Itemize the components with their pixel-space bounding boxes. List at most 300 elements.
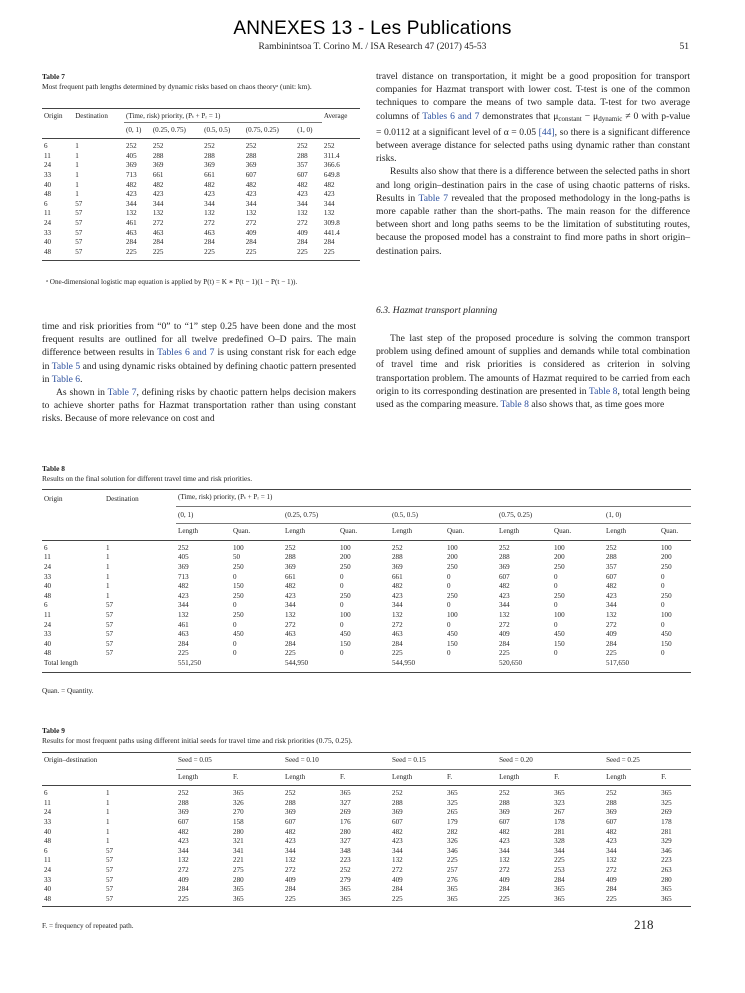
t9-seed-header: Seed = 0.15 <box>390 753 497 770</box>
table-cell: 250 <box>554 562 565 571</box>
table-cell: 346 <box>447 846 458 855</box>
table8-description: Results on the final solution for different travel time and risk priorities. <box>42 474 253 483</box>
table-cell: 288 <box>297 151 308 160</box>
table-cell: 366.6 <box>323 161 340 170</box>
annex-title: ANNEXES 13 - Les Publications <box>233 18 512 39</box>
table-cell: 48 <box>44 190 52 199</box>
t9-seed-header: Seed = 0.05 <box>176 753 283 770</box>
ref-table-7[interactable]: Table 7 <box>107 387 137 399</box>
table-cell: 323 <box>554 798 565 807</box>
t8-total-value: 517,650 <box>606 658 630 667</box>
table-row <box>42 248 360 261</box>
table-cell: 225 <box>178 649 189 658</box>
table-cell: 482 <box>297 180 308 189</box>
table-cell: 409 <box>245 228 257 237</box>
table-cell: 450 <box>554 630 565 639</box>
table-cell: 40 <box>44 827 52 836</box>
table-cell: 48 <box>44 837 52 846</box>
table-cell: 269 <box>340 808 351 817</box>
table-cell: 57 <box>106 875 114 884</box>
table-cell: 463 <box>178 630 189 639</box>
table-cell: 132 <box>606 610 617 619</box>
table-row <box>42 828 691 838</box>
table-cell: 6 <box>44 199 48 208</box>
journal-citation: Rambinintsoa T. Corino M. / ISA Research 47 (2017) 45-53 <box>258 42 487 52</box>
table-cell: 369 <box>204 161 215 170</box>
table-cell: 252 <box>499 789 510 798</box>
table8-title: Table 8 <box>42 464 65 473</box>
table-row <box>42 592 691 602</box>
table-cell: 100 <box>661 610 672 619</box>
t9-f-header: F. <box>661 772 667 781</box>
t8-total-value: 520,650 <box>499 658 523 667</box>
table-cell: 225 <box>297 247 308 256</box>
table-row <box>42 885 691 895</box>
table-cell: 6 <box>44 846 48 855</box>
table9-title: Table 9 <box>42 726 65 735</box>
table-cell: 280 <box>340 827 351 836</box>
table-cell: 482 <box>606 582 617 591</box>
table-cell: 100 <box>661 543 672 552</box>
ref-table-8[interactable]: Table 8 <box>500 399 529 411</box>
table-cell: 423 <box>392 591 403 600</box>
table-cell: 6 <box>44 142 48 151</box>
table-cell: 661 <box>204 170 215 179</box>
table-cell: 48 <box>44 649 52 658</box>
table-cell: 482 <box>178 582 189 591</box>
table-cell: 24 <box>44 161 52 170</box>
table-cell: 607 <box>499 572 510 581</box>
table-cell: 221 <box>233 856 244 865</box>
table-cell: 272 <box>392 865 403 874</box>
table-row <box>42 238 360 248</box>
t7-origin-header: Origin <box>44 112 63 121</box>
table-cell: 0 <box>447 582 451 591</box>
table-cell: 0 <box>554 582 558 591</box>
t7-destination-header: Destination <box>75 112 108 121</box>
t7-subheader: (0.75, 0.25) <box>245 125 279 134</box>
table-cell: 33 <box>44 875 52 884</box>
table-cell: 40 <box>44 180 52 189</box>
table-cell: 284 <box>285 639 296 648</box>
table-row <box>42 139 360 152</box>
table-cell: 463 <box>285 630 296 639</box>
table-cell: 57 <box>106 601 114 610</box>
table-cell: 344 <box>297 199 308 208</box>
table7 <box>42 108 360 261</box>
t7-subheader: (1, 0) <box>297 125 313 134</box>
table-cell: 482 <box>392 827 403 836</box>
table-row <box>42 573 691 583</box>
table-row <box>42 786 691 799</box>
table-cell: 0 <box>340 649 344 658</box>
table-cell: 344 <box>606 846 617 855</box>
table-cell: 272 <box>606 865 617 874</box>
table-cell: 225 <box>606 894 617 903</box>
table-cell: 225 <box>285 894 296 903</box>
t8-subheader: (0, 1) <box>176 506 283 524</box>
t8-length-header: Length <box>606 527 627 536</box>
table-cell: 365 <box>233 894 244 903</box>
table-cell: 482 <box>499 582 510 591</box>
t9-seed-header: Seed = 0.20 <box>497 753 604 770</box>
table-cell: 150 <box>447 639 458 648</box>
table-cell: 132 <box>392 856 403 865</box>
table-cell: 344 <box>285 846 296 855</box>
table-cell: 0 <box>447 649 451 658</box>
table-cell: 132 <box>499 610 510 619</box>
table-cell: 1 <box>106 553 110 562</box>
table-cell: 365 <box>447 885 458 894</box>
table-cell: 24 <box>44 218 52 227</box>
table-cell: 225 <box>392 649 403 658</box>
table-cell: 1 <box>106 572 110 581</box>
table-row <box>42 866 691 876</box>
table-cell: 288 <box>392 553 403 562</box>
table-cell: 0 <box>554 620 558 629</box>
table-cell: 272 <box>204 218 215 227</box>
table-cell: 1 <box>75 142 79 151</box>
table-cell: 282 <box>447 827 458 836</box>
table9-description: Results for most frequent paths using different initial seeds for travel time and risk priorities (0.75, 0.25). <box>42 736 353 745</box>
table-cell: 288 <box>245 151 257 160</box>
t7-subheader: (0, 1) <box>126 125 142 134</box>
ref-table-5[interactable]: Table 5 <box>51 360 81 372</box>
table-cell: 225 <box>447 856 458 865</box>
table-cell: 607 <box>606 572 617 581</box>
t8-priority-header: (Time, risk) priority, (Pₜ + Pᵣ = 1) <box>176 490 691 507</box>
table-cell: 327 <box>340 798 351 807</box>
table-cell: 284 <box>499 885 510 894</box>
table-cell: 150 <box>661 639 672 648</box>
table-cell: 252 <box>152 142 164 151</box>
table-cell: 1 <box>75 161 79 170</box>
table-cell: 365 <box>661 789 672 798</box>
running-header <box>0 42 745 54</box>
table-row <box>42 630 691 640</box>
table-cell: 450 <box>661 630 672 639</box>
table-cell: 346 <box>661 846 672 855</box>
table-cell: 482 <box>285 827 296 836</box>
table-cell: 132 <box>499 856 510 865</box>
table-cell: 0 <box>661 572 665 581</box>
table-cell: 607 <box>392 817 403 826</box>
table-cell: 100 <box>447 610 458 619</box>
table-cell: 409 <box>499 630 510 639</box>
table-cell: 225 <box>392 894 403 903</box>
table-cell: 132 <box>204 209 215 218</box>
table-row <box>42 582 691 592</box>
table-cell: 284 <box>392 639 403 648</box>
table-cell: 267 <box>554 808 565 817</box>
table-cell: 0 <box>233 601 237 610</box>
table-cell: 24 <box>44 865 52 874</box>
table-cell: 463 <box>392 630 403 639</box>
t9-length-header: Length <box>285 772 306 781</box>
table-cell: 713 <box>126 170 137 179</box>
table-cell: 365 <box>554 885 565 894</box>
table-row <box>42 540 691 553</box>
table-cell: 132 <box>178 610 189 619</box>
table-cell: 270 <box>233 808 244 817</box>
table-cell: 288 <box>499 798 510 807</box>
table-cell: 132 <box>126 209 137 218</box>
table-cell: 48 <box>44 894 52 903</box>
table-cell: 661 <box>392 572 403 581</box>
table-cell: 252 <box>126 142 137 151</box>
table-cell: 0 <box>340 601 344 610</box>
table-cell: 607 <box>245 170 257 179</box>
table-cell: 252 <box>245 142 257 151</box>
table-row <box>42 640 691 650</box>
table-cell: 150 <box>233 582 244 591</box>
table-cell: 409 <box>499 875 510 884</box>
table-cell: 348 <box>340 846 351 855</box>
table-cell: 250 <box>233 562 244 571</box>
table-cell: 1 <box>106 827 110 836</box>
table-cell: 250 <box>661 591 672 600</box>
table-cell: 252 <box>285 789 296 798</box>
table-cell: 463 <box>204 228 215 237</box>
table-cell: 225 <box>499 894 510 903</box>
table-cell: 1 <box>106 798 110 807</box>
table7-title: Table 7 <box>42 72 65 81</box>
table-cell: 40 <box>44 885 52 894</box>
table-cell: 24 <box>44 808 52 817</box>
t8-length-header: Length <box>499 527 520 536</box>
table-cell: 344 <box>204 199 215 208</box>
table-cell: 57 <box>106 846 114 855</box>
table-cell: 309.8 <box>323 218 340 227</box>
table-cell: 365 <box>233 789 244 798</box>
table-cell: 279 <box>340 875 351 884</box>
t9-f-header: F. <box>233 772 239 781</box>
table-cell: 288 <box>499 553 510 562</box>
table-cell: 482 <box>245 180 257 189</box>
table-cell: 369 <box>152 161 164 170</box>
t9-od-header: Origin–destination <box>44 756 98 765</box>
table-cell: 1 <box>106 543 110 552</box>
table-cell: 11 <box>44 151 51 160</box>
table-cell: 482 <box>204 180 215 189</box>
table-cell: 482 <box>392 582 403 591</box>
table-cell: 369 <box>499 808 510 817</box>
table-cell: 344 <box>499 601 510 610</box>
table-cell: 250 <box>661 562 672 571</box>
table-cell: 423 <box>126 190 137 199</box>
table-cell: 288 <box>285 798 296 807</box>
table-cell: 225 <box>204 247 215 256</box>
table-cell: 11 <box>44 610 51 619</box>
table-cell: 200 <box>447 553 458 562</box>
table-cell: 176 <box>340 817 351 826</box>
ref-table-7[interactable]: Table 7 <box>418 192 449 204</box>
table8 <box>42 489 691 673</box>
table-cell: 713 <box>178 572 189 581</box>
t9-f-header: F. <box>447 772 453 781</box>
table-cell: 369 <box>499 562 510 571</box>
table7-caption <box>42 72 360 92</box>
footer-page-number: 218 <box>634 917 654 932</box>
ref-tables-6-7[interactable]: Tables 6 and 7 <box>422 110 480 122</box>
table-cell: 284 <box>152 238 164 247</box>
table-cell: 252 <box>392 543 403 552</box>
table-cell: 369 <box>606 808 617 817</box>
table-cell: 11 <box>44 856 51 865</box>
table-cell: 6 <box>44 789 48 798</box>
table-cell: 100 <box>233 543 244 552</box>
table-cell: 482 <box>126 180 137 189</box>
table-cell: 252 <box>323 142 335 151</box>
t9-seed-header: Seed = 0.10 <box>283 753 390 770</box>
table-cell: 0 <box>340 572 344 581</box>
table-cell: 252 <box>499 543 510 552</box>
ref-tables-6-7[interactable]: Tables 6 and 7 <box>157 347 215 359</box>
table-cell: 0 <box>661 582 665 591</box>
table-cell: 365 <box>661 894 672 903</box>
ref-44[interactable]: [44] <box>538 126 555 138</box>
table-cell: 450 <box>447 630 458 639</box>
table-cell: 150 <box>554 639 565 648</box>
table-row <box>42 171 360 181</box>
table-cell: 50 <box>233 553 241 562</box>
t8-subheader: (0.5, 0.5) <box>390 506 497 524</box>
t8-total-label: Total length <box>44 658 78 667</box>
table-row <box>42 847 691 857</box>
table-cell: 369 <box>245 161 257 170</box>
table-cell: 369 <box>126 161 137 170</box>
table-cell: 482 <box>606 827 617 836</box>
table-cell: 288 <box>285 553 296 562</box>
t8-length-header: Length <box>392 527 413 536</box>
table8-caption <box>42 464 692 484</box>
table-cell: 1 <box>106 808 110 817</box>
table-cell: 409 <box>392 875 403 884</box>
table-cell: 225 <box>285 649 296 658</box>
t7-subheader: (0.5, 0.5) <box>204 125 231 134</box>
table-cell: 1 <box>106 789 110 798</box>
table-row <box>42 200 360 210</box>
table-cell: 57 <box>106 620 114 629</box>
table-cell: 344 <box>285 601 296 610</box>
table-cell: 250 <box>447 591 458 600</box>
table-cell: 57 <box>106 894 114 903</box>
table-cell: 329 <box>661 837 672 846</box>
t8-total-value: 551,250 <box>178 658 202 667</box>
table-row <box>42 621 691 631</box>
table-cell: 250 <box>233 591 244 600</box>
table-cell: 225 <box>245 247 257 256</box>
table-cell: 132 <box>285 610 296 619</box>
t8-origin-header: Origin <box>44 494 63 503</box>
table-cell: 0 <box>661 601 665 610</box>
t9-length-header: Length <box>606 772 627 781</box>
table-cell: 33 <box>44 630 52 639</box>
table-cell: 272 <box>245 218 257 227</box>
table-cell: 661 <box>285 572 296 581</box>
table-cell: 272 <box>499 620 510 629</box>
table-cell: 252 <box>606 789 617 798</box>
table-cell: 57 <box>75 199 83 208</box>
table-cell: 1 <box>75 170 79 179</box>
table-cell: 344 <box>554 846 565 855</box>
table-cell: 284 <box>323 238 335 247</box>
table-row <box>42 808 691 818</box>
table-cell: 0 <box>661 620 665 629</box>
table-cell: 344 <box>178 846 189 855</box>
table-cell: 461 <box>178 620 189 629</box>
table-cell: 0 <box>447 572 451 581</box>
table-cell: 423 <box>392 837 403 846</box>
table-cell: 288 <box>178 798 189 807</box>
table-cell: 0 <box>554 649 558 658</box>
table-cell: 369 <box>285 808 296 817</box>
ref-table-8[interactable]: Table 8 <box>588 385 618 397</box>
table-cell: 132 <box>606 856 617 865</box>
table-cell: 275 <box>233 865 244 874</box>
table-cell: 57 <box>75 247 83 256</box>
ref-table-6[interactable]: Table 6 <box>51 373 81 385</box>
table-cell: 252 <box>297 142 308 151</box>
table-cell: 369 <box>178 562 189 571</box>
table-cell: 225 <box>126 247 137 256</box>
table-cell: 284 <box>392 885 403 894</box>
table-cell: 344 <box>392 846 403 855</box>
table-cell: 461 <box>126 218 137 227</box>
table-cell: 33 <box>44 170 52 179</box>
table-row <box>42 219 360 229</box>
table-cell: 252 <box>285 543 296 552</box>
table-cell: 328 <box>554 837 565 846</box>
t9-length-header: Length <box>392 772 413 781</box>
table-cell: 132 <box>285 856 296 865</box>
table-cell: 0 <box>447 601 451 610</box>
table-cell: 0 <box>554 572 558 581</box>
t8-destination-header: Destination <box>106 494 139 503</box>
table-cell: 326 <box>233 798 244 807</box>
table-cell: 423 <box>499 591 510 600</box>
table-row <box>42 563 691 573</box>
table-cell: 0 <box>554 601 558 610</box>
table-cell: 369 <box>285 562 296 571</box>
table-cell: 225 <box>606 649 617 658</box>
table-cell: 284 <box>554 875 565 884</box>
table-row <box>42 209 360 219</box>
t8-subheader: (0.75, 0.25) <box>497 506 604 524</box>
table-cell: 1 <box>106 582 110 591</box>
table-cell: 423 <box>245 190 257 199</box>
table-cell: 223 <box>661 856 672 865</box>
table-cell: 178 <box>554 817 565 826</box>
table-cell: 423 <box>606 837 617 846</box>
t8-length-header: Length <box>178 527 199 536</box>
table-cell: 100 <box>554 610 565 619</box>
table-cell: 250 <box>447 562 458 571</box>
table-cell: 57 <box>106 649 114 658</box>
table-cell: 33 <box>44 817 52 826</box>
table-cell: 223 <box>340 856 351 865</box>
table-cell: 365 <box>233 885 244 894</box>
table-cell: 252 <box>178 789 189 798</box>
table-cell: 482 <box>285 582 296 591</box>
table-cell: 252 <box>340 865 351 874</box>
table-cell: 272 <box>392 620 403 629</box>
table-cell: 40 <box>44 582 52 591</box>
table-cell: 607 <box>178 817 189 826</box>
table-cell: 284 <box>178 639 189 648</box>
table-cell: 423 <box>297 190 308 199</box>
table-cell: 1 <box>75 180 79 189</box>
